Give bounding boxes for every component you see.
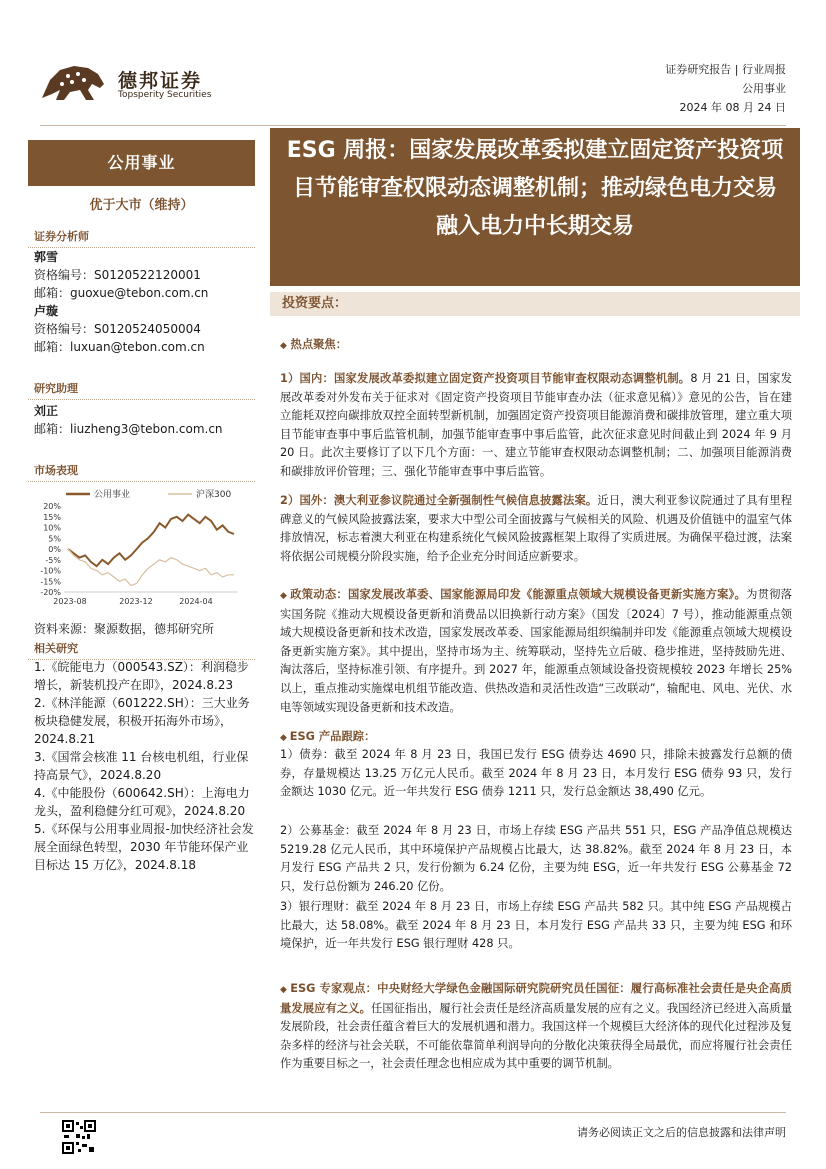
x-axis-ticks [53, 597, 212, 606]
esg-wealth-paragraph: 3）银行理财：截至 2024 年 8 月 23 日，市场上存续 ESG 产品共 582 只。其中纯 ESG 产品规模占比最大，达 58.08%。截至 2024 年 8 月 23 日，本月发行 ESG 产品共 33 只，主要为纯 ESG 和环境保护，近一年共发行 ESG 银行理财 428 只。 [280, 900, 792, 951]
y-tick-label: 0% [48, 545, 61, 554]
assistant-email[interactable]: 邮箱：liuzheng3@tebon.com.cn [34, 422, 223, 436]
esg-bonds-paragraph: 1）债券：截至 2024 年 8 月 23 日，我国已发行 ESG 债券达 4690 只，排除未披露发行总额的债券，存量规模达 13.25 万亿元人民币。截至 2024 年 8 月 23 日，本月发行 ESG 债券 93 只，发行金额达 1030 亿元。近一年共发行 ESG 债券 1211 只，发行总金额达 38,490 亿元。 [280, 748, 792, 799]
y-tick-label: -5% [45, 555, 61, 565]
chart-source: 资料来源：聚源数据，德邦研究所 [34, 622, 215, 636]
policy-heading: 政策动态：国家发展改革委、国家能源局印发《能源重点领域大规模设备更新实施方案》。 [290, 588, 747, 601]
bullet-icon: ◆ [280, 341, 287, 351]
y-tick-label: -20% [40, 588, 61, 597]
report-date: 2024 年 08 月 24 日 [679, 101, 786, 114]
sector-banner: 公用事业 [28, 140, 255, 186]
policy-paragraph [280, 586, 792, 717]
report-title: ESG 周报：国家发展改革委拟建立固定资产投资项目节能审查权限动态调整机制；推动绿色电力交易融入电力中长期交易 [270, 128, 800, 286]
domestic-paragraph [280, 370, 792, 482]
rating-text: 优于大市（维持） [89, 198, 194, 213]
related-item[interactable]: 2.《林洋能源（601222.SH）：三大业务板块稳健发展，积极开拓海外市场》，2024.8.21 [34, 696, 250, 746]
related-item[interactable]: 4.《中能股份（600642.SH）：上海电力龙头，盈利稳健分红可观》，2024.8.20 [34, 786, 250, 818]
esg-funds-paragraph: 2）公募基金：截至 2024 年 8 月 23 日，市场上存续 ESG 产品共 551 只，ESG 产品净值总规模达 5219.28 亿元人民币，其中环境保护产品规模占比最大，达 38.82%。截至 2024 年 8 月 23 日，本月发行 ESG 产品共 2 只，发行份额为 6.24 亿份，主要为纯 ESG，近一年共发行 ESG 公募基金 72 只，发行总份额为 246.20 亿份。 [280, 824, 792, 893]
x-tick-label: 2023-12 [119, 597, 153, 606]
legend-label-hs300: 沪深300 [196, 490, 232, 500]
policy-body: 为贯彻落实国务院《推动大规模设备更新和消费品以旧换新行动方案》（国发〔2024〕7 号），推动能源重点领域大规模设备更新和技术改造，国家发展改革委、国家能源局组织编制并印发《能源重点领域大规模设备更新实施方案》。其中提出，坚持市场为主、统筹联动，坚持先立后破、稳步推进，坚持鼓励先进、淘汰落后，坚持标准引领、有序提升。到 2027 年，能源重点领域设备投资规模较 2023 年增长 25%以上，重点推动实施煤电机组节能改造、供热改造和灵活性改造“三改联动”，输配电、风电、光伏、水电等领域实现设备更新和技术改造。 [280, 588, 792, 714]
series-line-utility [68, 515, 234, 567]
analyst-email[interactable]: 邮箱：luxuan@tebon.com.cn [34, 340, 205, 354]
expert-paragraph [280, 980, 792, 1074]
bullet-icon: ◆ [280, 985, 291, 995]
y-tick-label: 10% [43, 523, 61, 533]
related-heading: 相关研究 [28, 640, 255, 660]
y-tick-label: -10% [40, 566, 61, 576]
company-logo [38, 58, 258, 108]
y-tick-label: 20% [43, 502, 61, 511]
bullet-icon: ◆ [280, 591, 291, 601]
qr-code-icon[interactable] [62, 1120, 96, 1154]
x-tick-label: 2023-08 [53, 597, 87, 606]
footer-disclaimer: 请务必阅读正文之后的信息披露和法律声明 [577, 1126, 786, 1139]
expert-heading: ESG 专家观点：中央财经大学绿色金融国际研究院研究员任国征：履行高标准社会责任是央企高质量发展应有之义。 [280, 982, 792, 1015]
y-tick-label: -15% [40, 577, 61, 587]
analyst-email[interactable]: 邮箱：guoxue@tebon.com.cn [34, 286, 209, 300]
expert-body: 任国征指出，履行社会责任是经济高质量发展的应有之义。我国经济已经进入高质量发展阶段，社会责任蕴含着巨大的发展机遇和潜力。我国这样一个规模巨大经济体的现代化过程涉及复杂多样的经济与社会关联，不可能依靠简单利润导向的分散化决策获得全局最优，而应将履行社会责任作为重要目标之一，社会责任理念也相应成为其中重要的调节机制。 [280, 1001, 792, 1071]
analyst-cert: 资格编号：S0120522120001 [34, 268, 201, 282]
y-tick-label: 15% [43, 512, 61, 522]
report-type: 证券研究报告 | 行业周报 [665, 63, 786, 76]
overseas-paragraph [280, 492, 792, 566]
x-tick-label: 2024-04 [179, 597, 213, 606]
chart-lines [68, 515, 234, 586]
related-item[interactable]: 3.《国常会核准 11 台核电机组，行业保持高景气》，2024.8.20 [34, 750, 249, 782]
report-sector: 公用事业 [742, 82, 786, 95]
analyst-heading: 证券分析师 [28, 228, 255, 248]
overseas-heading: 2）国外：澳大利亚参议院通过全新强制性气候信息披露法案。 [280, 494, 598, 507]
header-divider [40, 125, 786, 126]
hot-topics-label: 热点聚焦： [290, 338, 348, 351]
logo-chinese-name: 德邦证券 [118, 70, 203, 92]
analyst-cert: 资格编号：S0120524050004 [34, 322, 201, 336]
assistant-name: 刘正 [34, 404, 59, 418]
legend-label-utility: 公用事业 [94, 490, 131, 500]
report-type-block [665, 60, 786, 117]
overseas-body: 近日，澳大利亚参议院通过了具有里程碑意义的气候风险披露法案，要求大中型公司全面披露与气候相关的风险、机遇及价值链中的温室气体排放情况，标志着澳大利亚在构建系统化气候风险披露框架上取得了实质进展。为确保平稳过渡，法案将依据公司规模分阶段实施，给予企业充分时间适应新要求。 [280, 494, 792, 563]
hot-topics-heading [280, 336, 792, 356]
analyst-name: 郭雪 [34, 250, 59, 264]
domestic-heading: 1）国内：国家发展改革委拟建立固定资产投资项目节能审查权限动态调整机制。 [280, 372, 691, 385]
chart-legend [66, 488, 231, 500]
related-item[interactable]: 1.《皖能电力（000543.SZ）：利润稳步增长，新装机投产在即》，2024.8.23 [34, 660, 249, 692]
market-heading: 市场表现 [28, 462, 255, 482]
left-sidebar [28, 128, 255, 1128]
esg-products-label: ESG 产品跟踪： [289, 730, 376, 743]
market-performance-chart [28, 486, 255, 616]
esg-products-heading [280, 728, 792, 748]
analyst-name: 卢璇 [34, 304, 59, 318]
series-line-hs300 [68, 549, 234, 586]
assistant-heading: 研究助理 [28, 380, 255, 400]
leopard-logo-icon [38, 58, 110, 104]
bullet-icon: ◆ [280, 733, 290, 743]
logo-english-name: Topsperity Securities [118, 90, 212, 100]
related-item[interactable]: 5.《环保与公用事业周报-加快经济社会发展全面绿色转型，2030 年节能环保产业目标达 15 万亿》，2024.8.18 [34, 822, 254, 872]
y-tick-label: 5% [48, 534, 61, 544]
footer-divider [40, 1112, 786, 1113]
domestic-body: 8 月 21 日，国家发展改革委对外发布关于征求对《固定资产投资项目节能审查办法（征求意见稿）》意见的公告，旨在建立能耗双控向碳排放双控全面转型新机制，加强固定资产投资项目能源消费和碳排放管理，建立重大项目节能审查事中事后监管机制，加强节能审查事中事后监管，此次征求意见时间截止到 2024 年 9 月 20 日。此次主要修订了以下几个方面：一、建立节能审查权限动态调整机制；二、加强项目能源消费和碳排放评价管理；三、强化节能审查事中事后监管。 [280, 372, 792, 478]
related-research-list [34, 658, 254, 874]
investment-heading: 投资要点： [270, 292, 800, 316]
